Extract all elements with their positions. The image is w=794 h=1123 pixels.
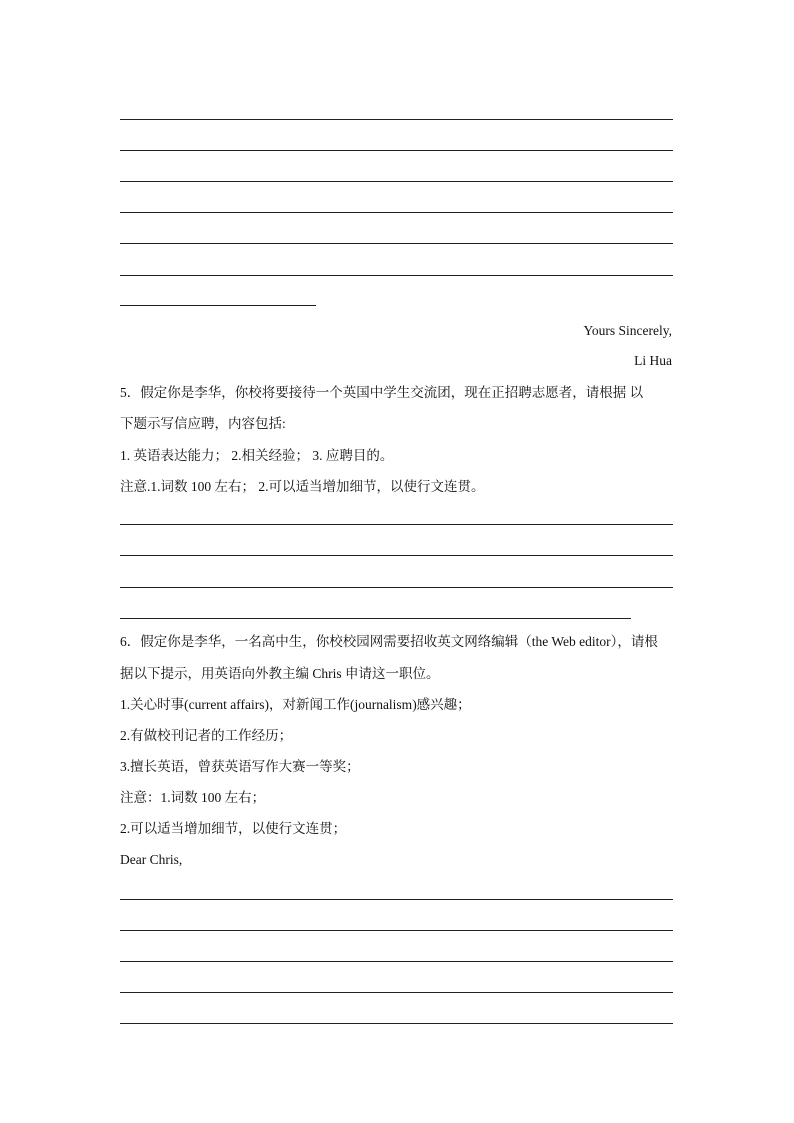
- q6-point-1: 1.关心时事(current affairs)，对新闻工作(journalism)感兴趣；: [120, 697, 471, 712]
- writing-line: [120, 150, 673, 151]
- q6-note-2: 2.可以适当增加细节，以使行文连贯；: [120, 821, 347, 836]
- writing-line: [120, 930, 673, 931]
- q6-salutation: Dear Chris,: [120, 852, 183, 867]
- letter-signature: Li Hua: [634, 353, 672, 368]
- q6-note-1: 注意：1.词数 100 左右；: [120, 790, 266, 805]
- writing-line: [120, 1023, 673, 1024]
- writing-line-short: [120, 305, 316, 306]
- writing-line: [120, 961, 673, 962]
- q6-point-2: 2.有做校刊记者的工作经历；: [120, 728, 293, 743]
- writing-line: [120, 243, 673, 244]
- writing-line: [120, 555, 673, 556]
- q5-prompt-line1: 5．假定你是李华，你校将要接待一个英国中学生交流团，现在正招聘志愿者，请根据 以: [120, 385, 644, 400]
- q5-prompt-line2: 下题示写信应聘，内容包括:: [120, 416, 286, 431]
- q5-requirements: 1. 英语表达能力； 2.相关经验； 3. 应聘目的。: [120, 448, 394, 463]
- writing-line: [120, 181, 673, 182]
- q6-prompt-line1: 6．假定你是李华，一名高中生，你校校园网需要招收英文网络编辑（the Web editor），请根: [120, 634, 658, 649]
- q6-prompt-line2: 据以下提示，用英语向外教主编 Chris 申请这一职位。: [120, 666, 440, 681]
- writing-line: [120, 524, 673, 525]
- writing-line: [120, 212, 673, 213]
- writing-line: [120, 587, 673, 588]
- letter-closing: Yours Sincerely,: [583, 323, 672, 338]
- writing-line: [120, 119, 673, 120]
- writing-line: [120, 899, 673, 900]
- writing-line: [120, 992, 673, 993]
- writing-line-medium: [120, 618, 631, 619]
- q5-notes: 注意.1.词数 100 左右； 2.可以适当增加细节，以使行文连贯。: [120, 479, 485, 494]
- q6-point-3: 3.擅长英语，曾获英语写作大赛一等奖；: [120, 759, 360, 774]
- writing-line: [120, 275, 673, 276]
